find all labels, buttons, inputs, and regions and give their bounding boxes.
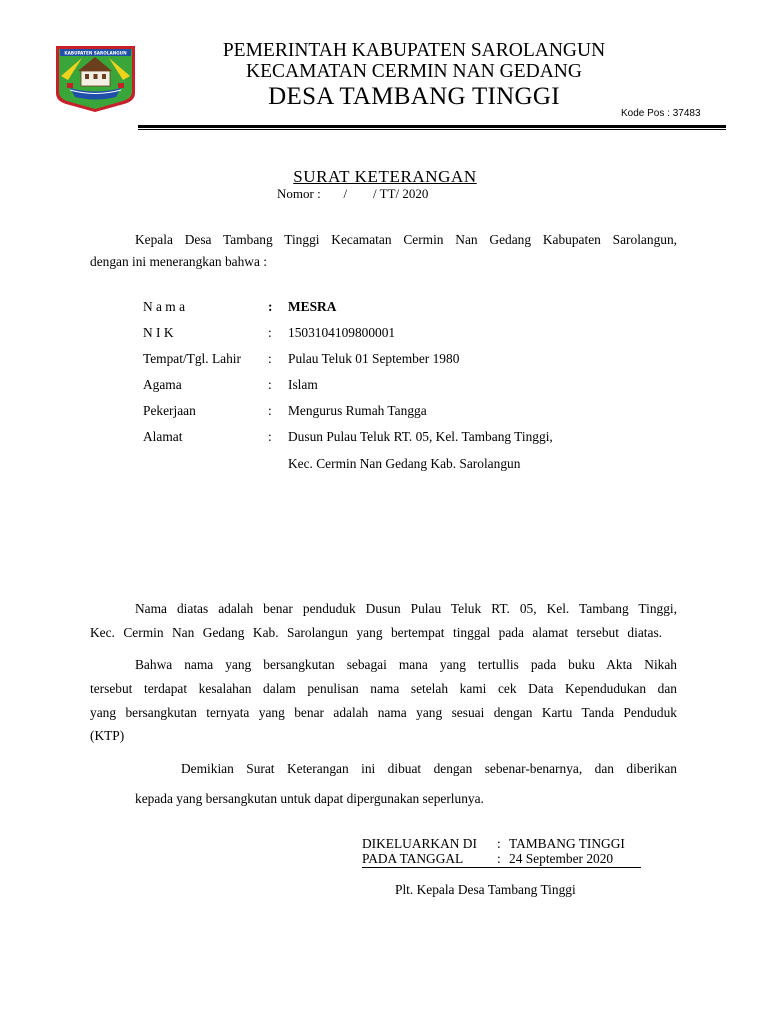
regency-logo (54, 43, 137, 113)
field-birth-colon: : (268, 351, 272, 366)
field-nik-label: N I K (143, 325, 174, 340)
logo-banner-text: KABUPATEN SAROLANGUN (64, 50, 127, 56)
issued-at-value: TAMBANG TINGGI (509, 836, 625, 851)
field-address-colon: : (268, 429, 272, 444)
field-address-value-line-2: Kec. Cermin Nan Gedang Kab. Sarolangun (288, 456, 521, 471)
field-address-label: Alamat (143, 429, 183, 444)
field-religion-value: Islam (288, 377, 318, 392)
letter-number: Nomor : / / TT/ 2020 (277, 186, 429, 201)
signature-divider (362, 867, 641, 868)
field-name-colon: : (268, 299, 273, 314)
header-government: PEMERINTAH KABUPATEN SAROLANGUN (222, 40, 606, 61)
paragraph-1-line-1: Nama diatas adalah benar penduduk Dusun Pulau Teluk RT. 05, Kel. Tambang Tinggi, (135, 601, 677, 616)
signatory-title: Plt. Kepala Desa Tambang Tinggi (395, 882, 576, 897)
field-religion-label: Agama (143, 377, 182, 392)
field-address-value: Dusun Pulau Teluk RT. 05, Kel. Tambang Tinggi, (288, 429, 553, 444)
field-religion-colon: : (268, 377, 272, 392)
issued-date-label: PADA TANGGAL (362, 851, 464, 866)
postal-code: Kode Pos : 37483 (621, 108, 701, 119)
paragraph-2-line-3: yang bersangkutan ternyata yang benar adalah nama yang sesuai dengan Kartu Tanda Penduduk (90, 705, 677, 720)
field-occupation-value: Mengurus Rumah Tangga (288, 403, 427, 418)
paragraph-3-line-2: kepada yang bersangkutan untuk dapat dipergunakan seperlunya. (135, 791, 484, 806)
issued-date-colon: : (497, 851, 501, 866)
field-name-label: N a m a (143, 299, 186, 314)
letterhead-rule-thin (138, 129, 726, 130)
field-birth-value: Pulau Teluk 01 September 1980 (288, 351, 460, 366)
field-occupation-colon: : (268, 403, 272, 418)
intro-line-2: dengan ini menerangkan bahwa : (90, 254, 267, 269)
field-nik-value: 1503104109800001 (288, 325, 396, 340)
field-birth-label: Tempat/Tgl. Lahir (143, 351, 241, 366)
header-district: KECAMATAN CERMIN NAN GEDANG (246, 61, 582, 82)
issued-date-value: 24 September 2020 (509, 851, 614, 866)
letterhead-rule-thick (138, 125, 726, 128)
paragraph-3-line-1: Demikian Surat Keterangan ini dibuat dengan sebenar-benarnya, dan diberikan (181, 761, 677, 776)
field-name-value: MESRA (288, 299, 337, 314)
issued-at-colon: : (497, 836, 501, 851)
letter-title: SURAT KETERANGAN (293, 167, 477, 186)
issued-at-label: DIKELUARKAN DI (362, 836, 477, 851)
header-village: DESA TAMBANG TINGGI (268, 83, 560, 110)
intro-line-1: Kepala Desa Tambang Tinggi Kecamatan Cermin Nan Gedang Kabupaten Sarolangun, (135, 232, 677, 247)
paragraph-2-line-1: Bahwa nama yang bersangkutan sebagai mana yang tertullis pada buku Akta Nikah (135, 657, 677, 672)
field-nik-colon: : (268, 325, 272, 340)
field-occupation-label: Pekerjaan (143, 403, 196, 418)
paragraph-2-line-2: tersebut terdapat kesalahan dalam penulisan nama setelah kami cek Data Kependudukan dan (90, 681, 677, 696)
paragraph-2-line-4: (KTP) (90, 728, 125, 743)
paragraph-1-line-2: Kec. Cermin Nan Gedang Kab. Sarolangun yang bertempat tinggal pada alamat tersebut diatas. (90, 625, 662, 640)
